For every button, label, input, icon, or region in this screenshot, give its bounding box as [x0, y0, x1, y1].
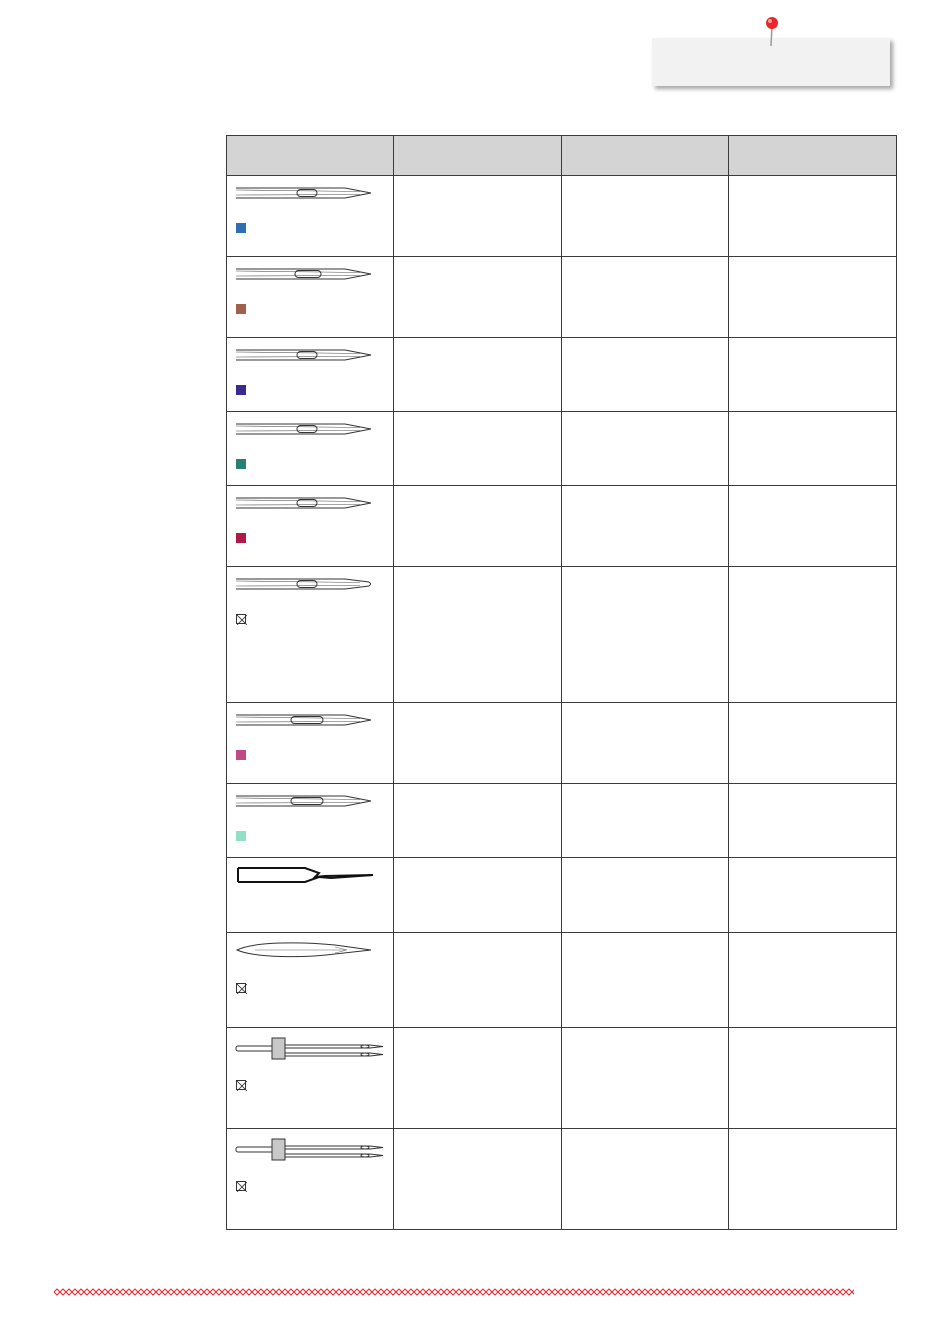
table-cell	[729, 1028, 897, 1129]
table-cell	[394, 784, 562, 858]
table-cell	[562, 486, 729, 567]
table-cell	[562, 784, 729, 858]
color-code-swatch	[236, 533, 246, 543]
table-row	[227, 176, 897, 257]
table-cell	[394, 1129, 562, 1230]
needle-cell	[227, 858, 394, 933]
needle-cell	[227, 1028, 394, 1129]
needle-cell	[227, 933, 394, 1028]
table-cell	[562, 933, 729, 1028]
table-cell	[394, 338, 562, 412]
table-row	[227, 412, 897, 486]
needle-cell	[227, 412, 394, 486]
table-cell	[394, 933, 562, 1028]
table-row	[227, 784, 897, 858]
header-cell	[227, 136, 394, 176]
table-cell	[729, 338, 897, 412]
header-cell	[729, 136, 897, 176]
table-cell	[394, 567, 562, 703]
table-cell	[394, 486, 562, 567]
table-row	[227, 567, 897, 703]
table-cell	[729, 784, 897, 858]
table-row	[227, 338, 897, 412]
color-code-swatch	[236, 750, 246, 760]
table-cell	[729, 1129, 897, 1230]
table-cell	[562, 338, 729, 412]
color-code-swatch	[236, 385, 246, 395]
needle-cell	[227, 338, 394, 412]
table-cell	[562, 257, 729, 338]
needle-cell	[227, 176, 394, 257]
table-cell	[729, 933, 897, 1028]
table-cell	[394, 412, 562, 486]
needle-cell	[227, 703, 394, 784]
needle-cell	[227, 257, 394, 338]
table-cell	[562, 567, 729, 703]
table-row	[227, 1129, 897, 1230]
table-cell	[394, 703, 562, 784]
header-cell	[394, 136, 562, 176]
crossed-box-icon	[236, 983, 246, 993]
zigzag-divider	[54, 1286, 854, 1298]
needle-cell	[227, 784, 394, 858]
crossed-box-icon	[236, 614, 246, 624]
table-cell	[562, 1129, 729, 1230]
table-header-row	[227, 136, 897, 176]
table-row	[227, 257, 897, 338]
table-cell	[394, 257, 562, 338]
needle-cell	[227, 1129, 394, 1230]
table-row	[227, 933, 897, 1028]
pushpin-icon	[760, 14, 784, 48]
table-row	[227, 486, 897, 567]
header-cell	[562, 136, 729, 176]
table-row	[227, 1028, 897, 1129]
color-code-swatch	[236, 831, 246, 841]
table-cell	[394, 176, 562, 257]
table-cell	[729, 486, 897, 567]
needle-cell	[227, 567, 394, 703]
table-cell	[562, 412, 729, 486]
color-code-swatch	[236, 223, 246, 233]
table-cell	[562, 703, 729, 784]
table-cell	[562, 858, 729, 933]
table-cell	[729, 176, 897, 257]
table-row	[227, 703, 897, 784]
table-cell	[394, 1028, 562, 1129]
crossed-box-icon	[236, 1181, 246, 1191]
table-cell	[729, 567, 897, 703]
crossed-box-icon	[236, 1080, 246, 1090]
table-cell	[729, 257, 897, 338]
table-cell	[394, 858, 562, 933]
table-cell	[562, 176, 729, 257]
needle-cell	[227, 486, 394, 567]
table-cell	[729, 858, 897, 933]
color-code-swatch	[236, 304, 246, 314]
needle-table	[226, 135, 897, 1230]
table-cell	[729, 412, 897, 486]
color-code-swatch	[236, 459, 246, 469]
table-row	[227, 858, 897, 933]
table-cell	[562, 1028, 729, 1129]
table-cell	[729, 703, 897, 784]
